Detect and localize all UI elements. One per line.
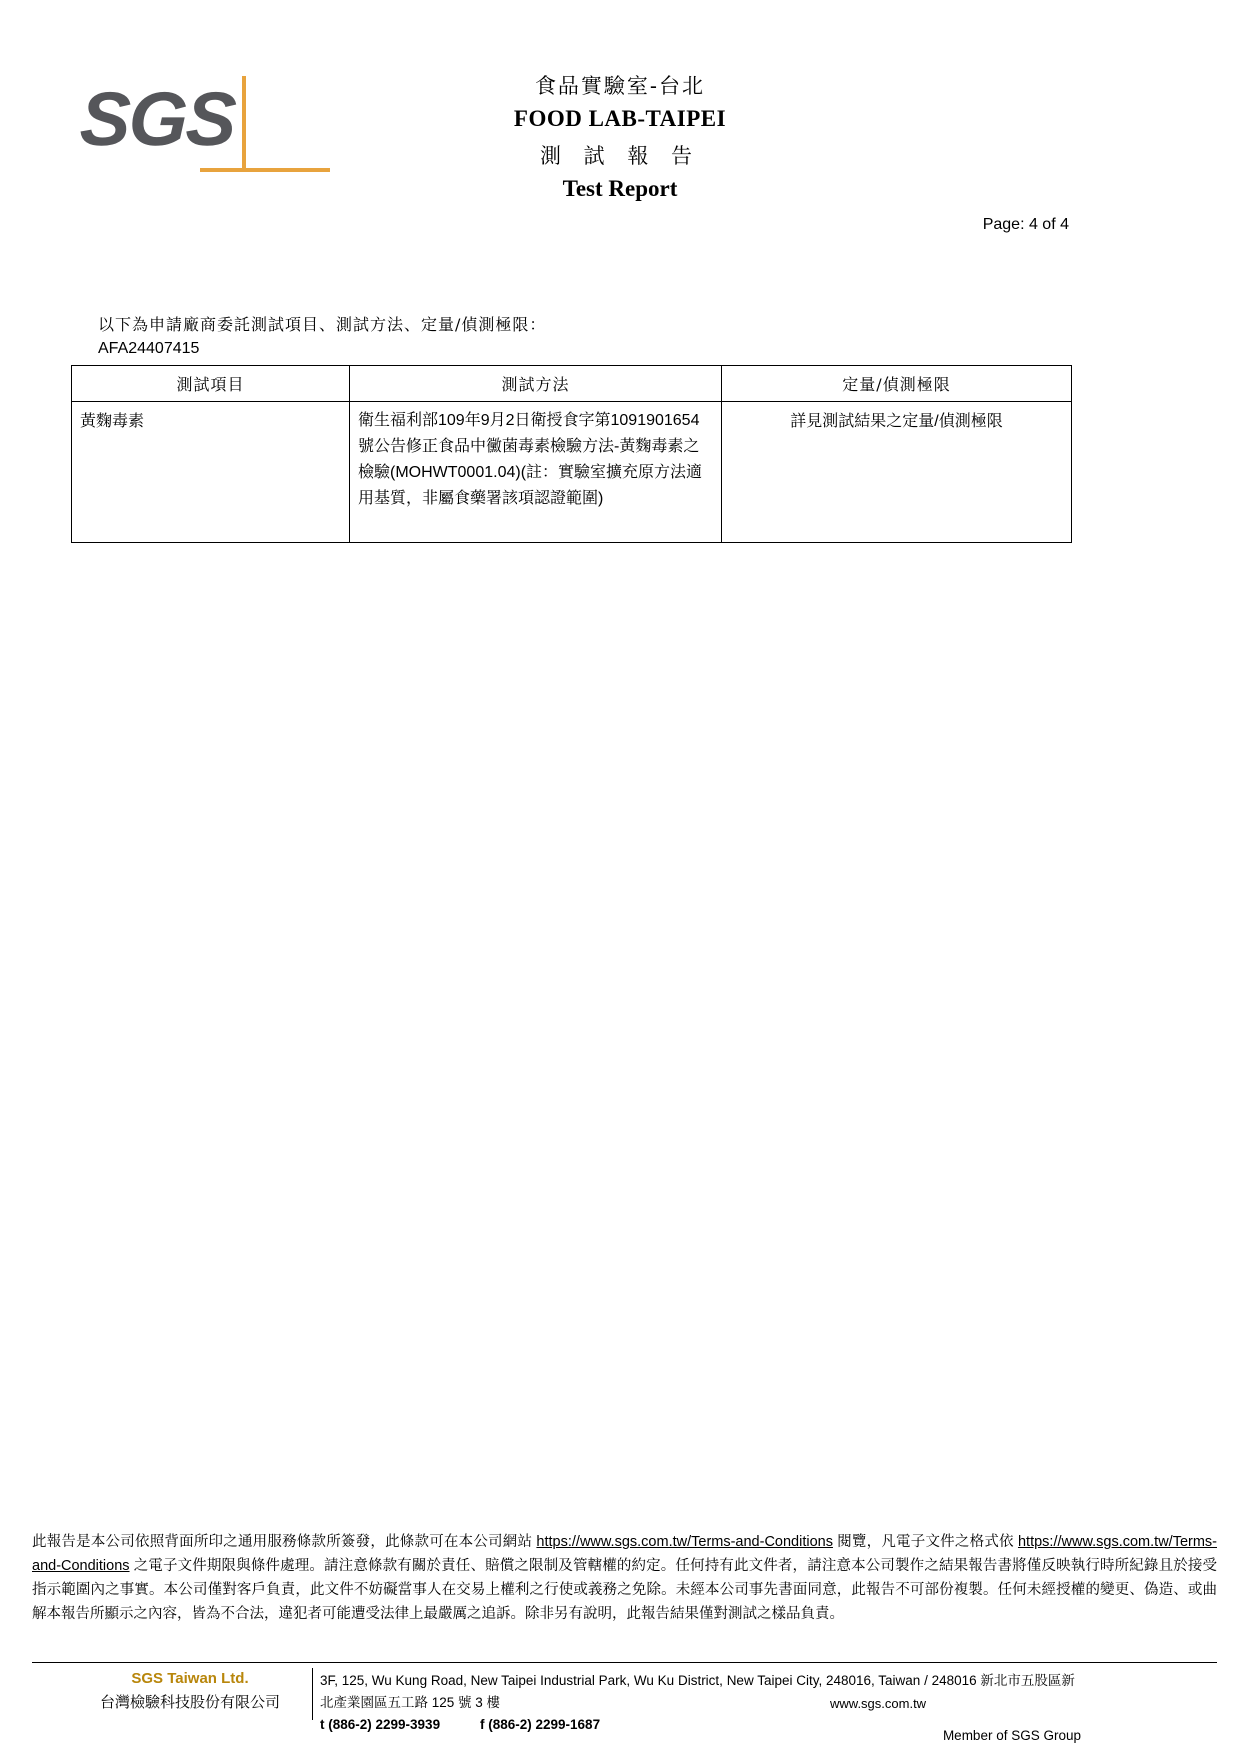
footer-address-block — [320, 1670, 1080, 1736]
table-header-row — [72, 366, 1072, 402]
report-header — [0, 0, 1241, 250]
footer-company-block — [70, 1670, 310, 1712]
fax-number: f (886-2) 2299-1687 — [480, 1717, 601, 1732]
terms-part-1: 此報告是本公司依照背面所印之通用服務條款所簽發，此條款可在本公司網站 — [32, 1534, 537, 1550]
sgs-logo-horizontal-bar — [200, 168, 330, 172]
company-name-en: SGS Taiwan Ltd. — [131, 1670, 249, 1687]
cell-detection-limit: 詳見測試結果之定量/偵測極限 — [722, 402, 1072, 543]
address-en: 3F, 125, Wu Kung Road, New Taipei Industrial Park, Wu Ku District, New Taipei City, 248016, Taiwan — [320, 1673, 921, 1688]
member-of-sgs-group: Member of SGS Group — [942, 1728, 1081, 1743]
cell-test-item: 黃麴毒素 — [72, 402, 350, 543]
report-title-cn: 測 試 報 告 — [539, 144, 701, 168]
company-name-cn: 台灣檢驗科技股份有限公司 — [99, 1693, 280, 1711]
lab-name-en: FOOD LAB-TAIPEI — [513, 106, 727, 131]
terms-link-1[interactable]: https://www.sgs.com.tw/Terms-and-Conditions — [536, 1534, 833, 1550]
test-method-table — [71, 365, 1072, 543]
lab-name-cn: 食品實驗室-台北 — [534, 74, 706, 98]
column-header-limit: 定量/偵測極限 — [722, 366, 1072, 402]
column-header-item: 測試項目 — [72, 366, 350, 402]
intro-text: 以下為申請廠商委託測試項目、測試方法、定量/偵測極限： — [98, 315, 547, 334]
address-cn: 248016 新北市五股區新北產業園區五工路 125 號 3 樓 — [320, 1673, 1075, 1710]
sgs-logo-text: SGS — [78, 77, 237, 162]
column-header-method: 測試方法 — [350, 366, 722, 402]
table-row — [72, 402, 1072, 543]
telephone-number: t (886-2) 2299-3939 — [320, 1717, 441, 1732]
order-number: AFA24407415 — [98, 340, 200, 357]
footer-vertical-divider — [312, 1668, 313, 1720]
sgs-logo-vertical-bar — [242, 76, 246, 172]
page-indicator: Page: 4 of 4 — [982, 216, 1069, 233]
sgs-logo — [78, 77, 280, 180]
terms-part-3: 之電子文件期限與條件處理。請注意條款有關於責任、賠償之限制及管轄權的約定。任何持有此文件者，請注意本公司製作之結果報告書將僅反映執行時所紀錄且於接受指示範圍內之事實。本公司僅對客戶負責，此文件不妨礙當事人在交易上權利之行使或義務之免除。未經本公司事先書面同意，此報告不可部份複製。任何未經授權的變更、偽造、或曲解本報告所顯示之內容，皆為不合法，違犯者可能遭受法律上最嚴厲之追訴。除非另有說明，此報告結果僅對測試之樣品負責。 — [32, 1558, 1217, 1622]
footer-divider — [32, 1662, 1217, 1663]
report-title-en: Test Report — [562, 176, 678, 201]
address-separator: / — [924, 1673, 928, 1688]
address-line — [320, 1670, 1080, 1714]
terms-link-2[interactable]: https://www.sgs.com.tw/Terms-and-Conditions — [32, 1534, 1217, 1574]
website-url[interactable]: www.sgs.com.tw — [830, 1696, 927, 1711]
footer-terms-text — [32, 1530, 1217, 1626]
cell-test-method: 衛生福利部109年9月2日衛授食字第1091901654號公告修正食品中黴菌毒素檢驗方法-黃麴毒素之檢驗(MOHWT0001.04)(註：實驗室擴充原方法適用基質，非屬食藥署該項認證範圍) — [350, 402, 722, 543]
report-title-block — [360, 70, 880, 202]
terms-part-2: 閱覽，凡電子文件之格式依 — [832, 1534, 1018, 1550]
